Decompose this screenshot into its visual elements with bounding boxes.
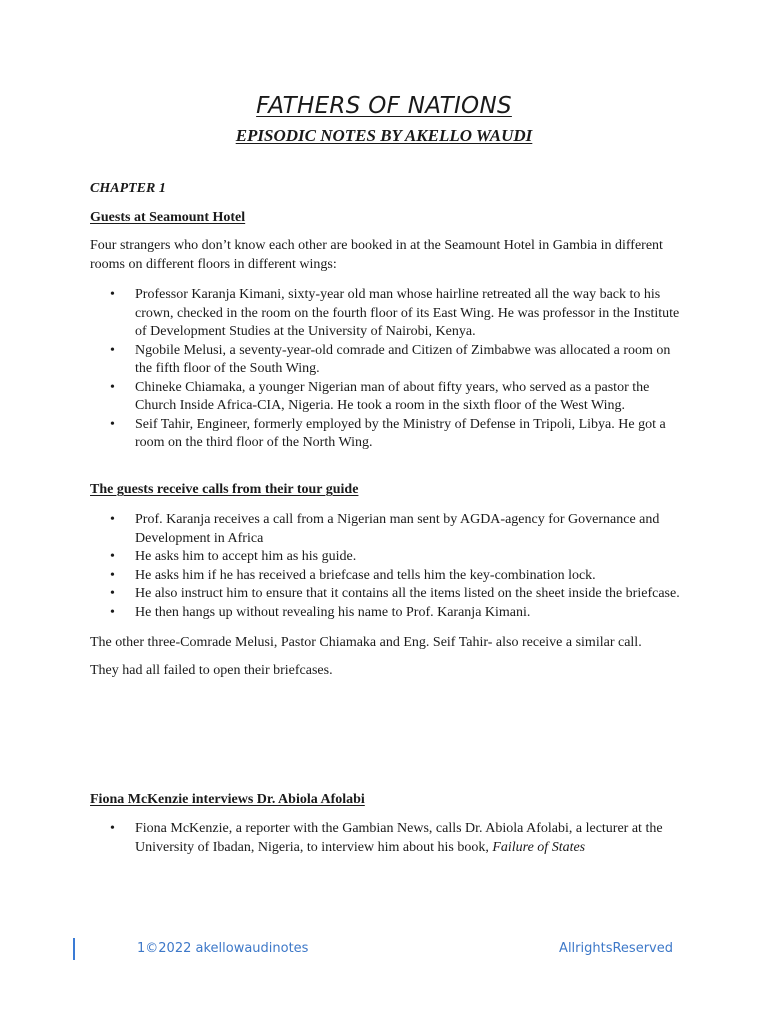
footer-rights: AllrightsReserved <box>559 941 673 956</box>
list-item: • He asks him if he has received a briefcase and tells him the key-combination lock. <box>90 567 680 586</box>
calls-list <box>90 511 680 622</box>
list-item: • He also instruct him to ensure that it contains all the items listed on the sheet inside the briefcase. <box>90 585 680 604</box>
similar-call-paragraph: The other three-Comrade Melusi, Pastor Chiamaka and Eng. Seif Tahir- also receive a similar call. <box>90 635 642 650</box>
guests-list <box>90 286 680 453</box>
list-item <box>90 820 680 857</box>
section-intro-paragraph: Four strangers who don’t know each other are booked in at the Seamount Hotel in Gambia in different rooms on different floors in different wings: <box>90 238 663 272</box>
document-subtitle: EPISODIC NOTES BY AKELLO WAUDI <box>235 126 533 145</box>
document-title: FATHERS OF NATIONS <box>256 93 512 119</box>
list-item: • He asks him to accept him as his guide. <box>90 548 680 567</box>
list-item: • He then hangs up without revealing his name to Prof. Karanja Kimani. <box>90 604 680 623</box>
list-item: • Prof. Karanja receives a call from a Nigerian man sent by AGDA-agency for Governance and Development in Africa <box>90 511 680 548</box>
list-item: • Ngobile Melusi, a seventy-year-old comrade and Citizen of Zimbabwe was allocated a room on the fifth floor of the South Wing. <box>90 342 680 379</box>
failed-briefcases-paragraph: They had all failed to open their briefcases. <box>90 663 333 678</box>
list-item: • Seif Tahir, Engineer, formerly employed by the Ministry of Defense in Tripoli, Libya. He got a room on the third floor of the North Wing. <box>90 416 680 453</box>
list-item: • Professor Karanja Kimani, sixty-year old man whose hairline retreated all the way back to his crown, checked in the room on the fourth floor of its East Wing. He was professor in the Institute of Development Studies at the University of Nairobi, Kenya. <box>90 286 680 342</box>
section-heading-interview: Fiona McKenzie interviews Dr. Abiola Afolabi <box>90 792 365 807</box>
chapter-heading: CHAPTER 1 <box>90 181 166 196</box>
footer-copyright: 1©2022 akellowaudinotes <box>137 941 309 956</box>
interview-text: Fiona McKenzie, a reporter with the Gambian News, calls Dr. Abiola Afolabi, a lecturer at the University of Ibadan, Nigeria, to interview him about his book, <box>135 821 663 855</box>
section-heading-calls: The guests receive calls from their tour guide <box>90 482 359 497</box>
book-title: Failure of States <box>492 839 586 855</box>
section-heading-guests: Guests at Seamount Hotel <box>90 210 246 225</box>
list-item: • Chineke Chiamaka, a younger Nigerian man of about fifty years, who served as a pastor the Church Inside Africa-CIA, Nigeria. He took a room in the sixth floor of the West Wing. <box>90 379 680 416</box>
interview-list <box>90 820 680 857</box>
footer-accent-bar <box>73 938 75 960</box>
